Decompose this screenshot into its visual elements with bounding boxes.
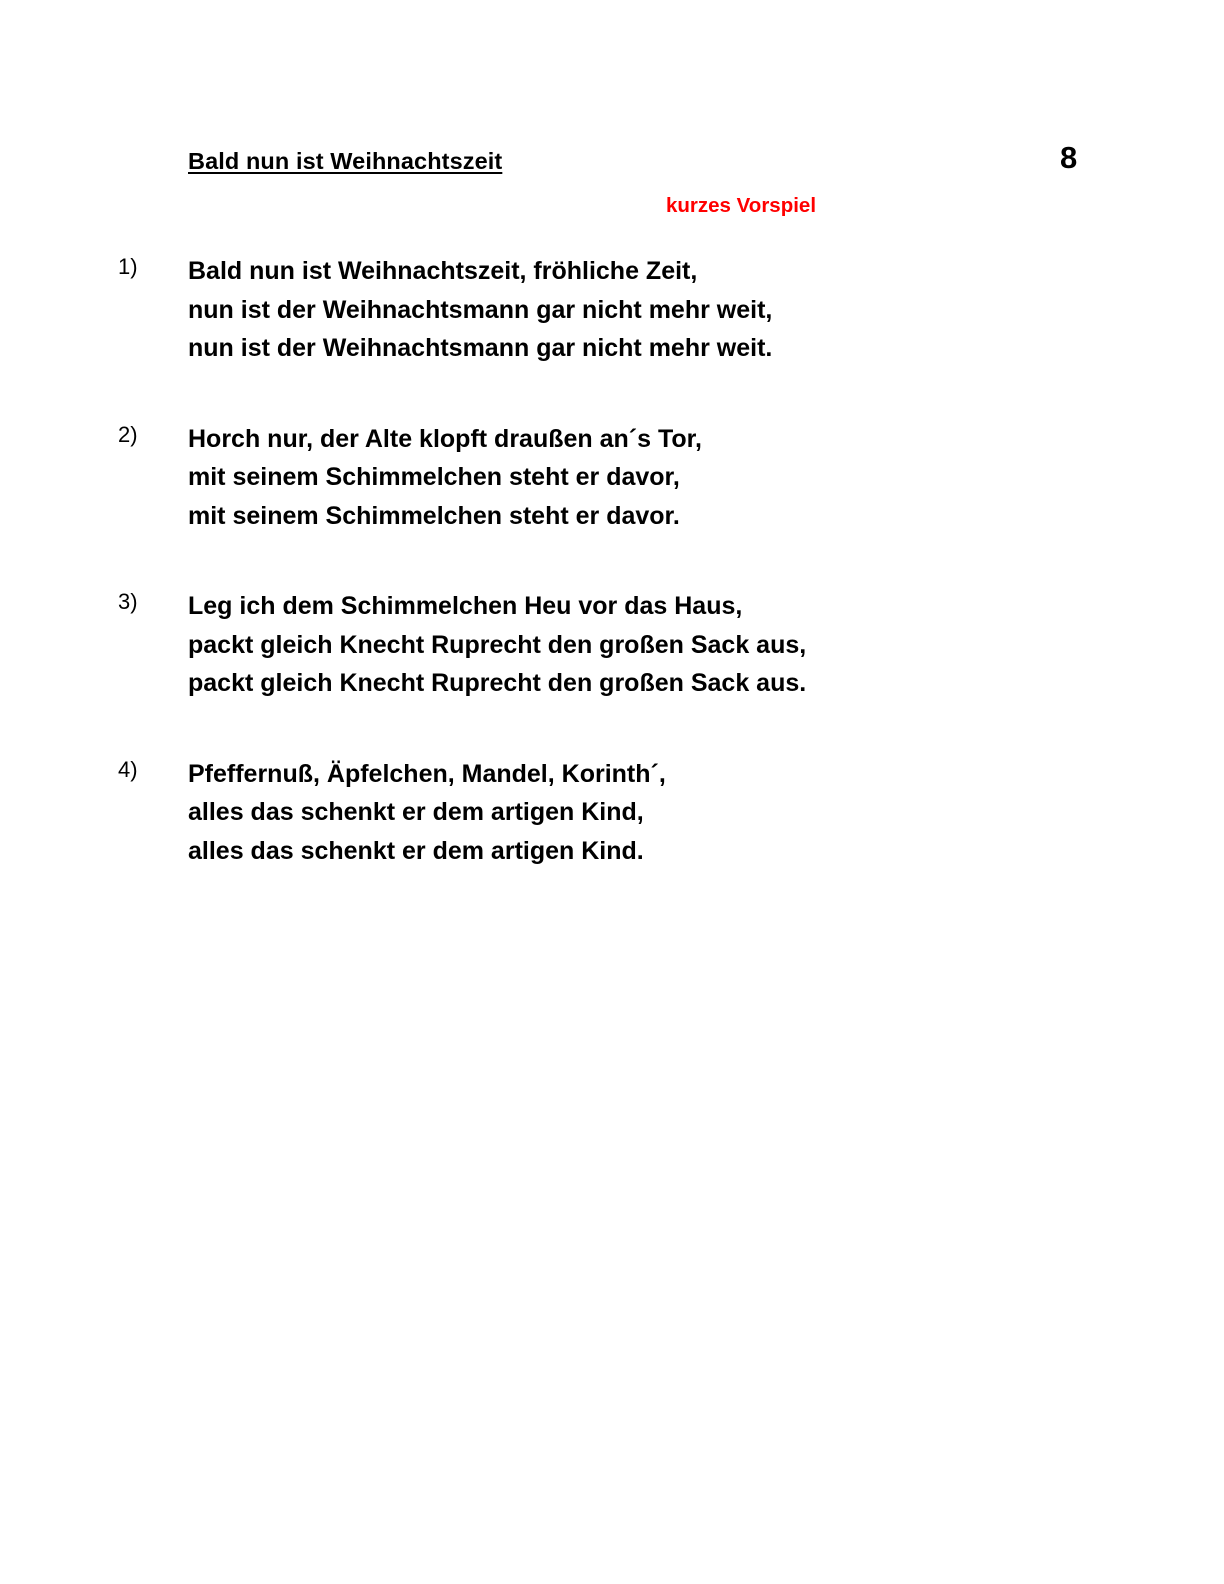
verse-line: Leg ich dem Schimmelchen Heu vor das Haus, [188, 592, 743, 620]
verse-2 [0, 420, 1224, 536]
verse-line: packt gleich Knecht Ruprecht den großen Sack aus, [188, 630, 807, 659]
verse-line: Horch nur, der Alte klopft draußen an´s Tor, [188, 424, 702, 453]
verse-lines [188, 420, 1224, 536]
verse-line: packt gleich Knecht Ruprecht den großen Sack aus. [188, 669, 807, 697]
verse-line: mit seinem Schimmelchen steht er davor. [188, 501, 680, 530]
verse-lines [188, 587, 1224, 703]
verse-line: nun ist der Weihnachtsmann gar nicht mehr weit. [188, 334, 773, 362]
verse-1 [0, 252, 1224, 368]
verse-line: nun ist der Weihnachtsmann gar nicht mehr weit, [188, 295, 773, 324]
verse-3 [0, 587, 1224, 703]
verse-lines [188, 755, 1224, 871]
page-number: 8 [1060, 140, 1078, 175]
verse-4 [0, 755, 1224, 871]
verse-line: alles das schenkt er dem artigen Kind. [188, 836, 644, 865]
verse-lines [188, 252, 1224, 368]
verse-line: Pfeffernuß, Äpfelchen, Mandel, Korinth´, [188, 759, 666, 788]
verse-number: 2) [118, 421, 138, 447]
verse-line: alles das schenkt er dem artigen Kind, [188, 798, 644, 826]
verse-list [0, 252, 1224, 922]
page-header [0, 140, 1224, 188]
verse-number: 1) [118, 254, 138, 279]
verse-line: Bald nun ist Weihnachtszeit, fröhliche Zeit, [188, 257, 698, 285]
page-title: Bald nun ist Weihnachtszeit [188, 148, 503, 174]
verse-line: mit seinem Schimmelchen steht er davor, [188, 463, 680, 491]
verse-number: 3) [118, 589, 138, 614]
verse-number: 4) [118, 756, 138, 782]
performance-note: kurzes Vorspiel [666, 194, 817, 217]
